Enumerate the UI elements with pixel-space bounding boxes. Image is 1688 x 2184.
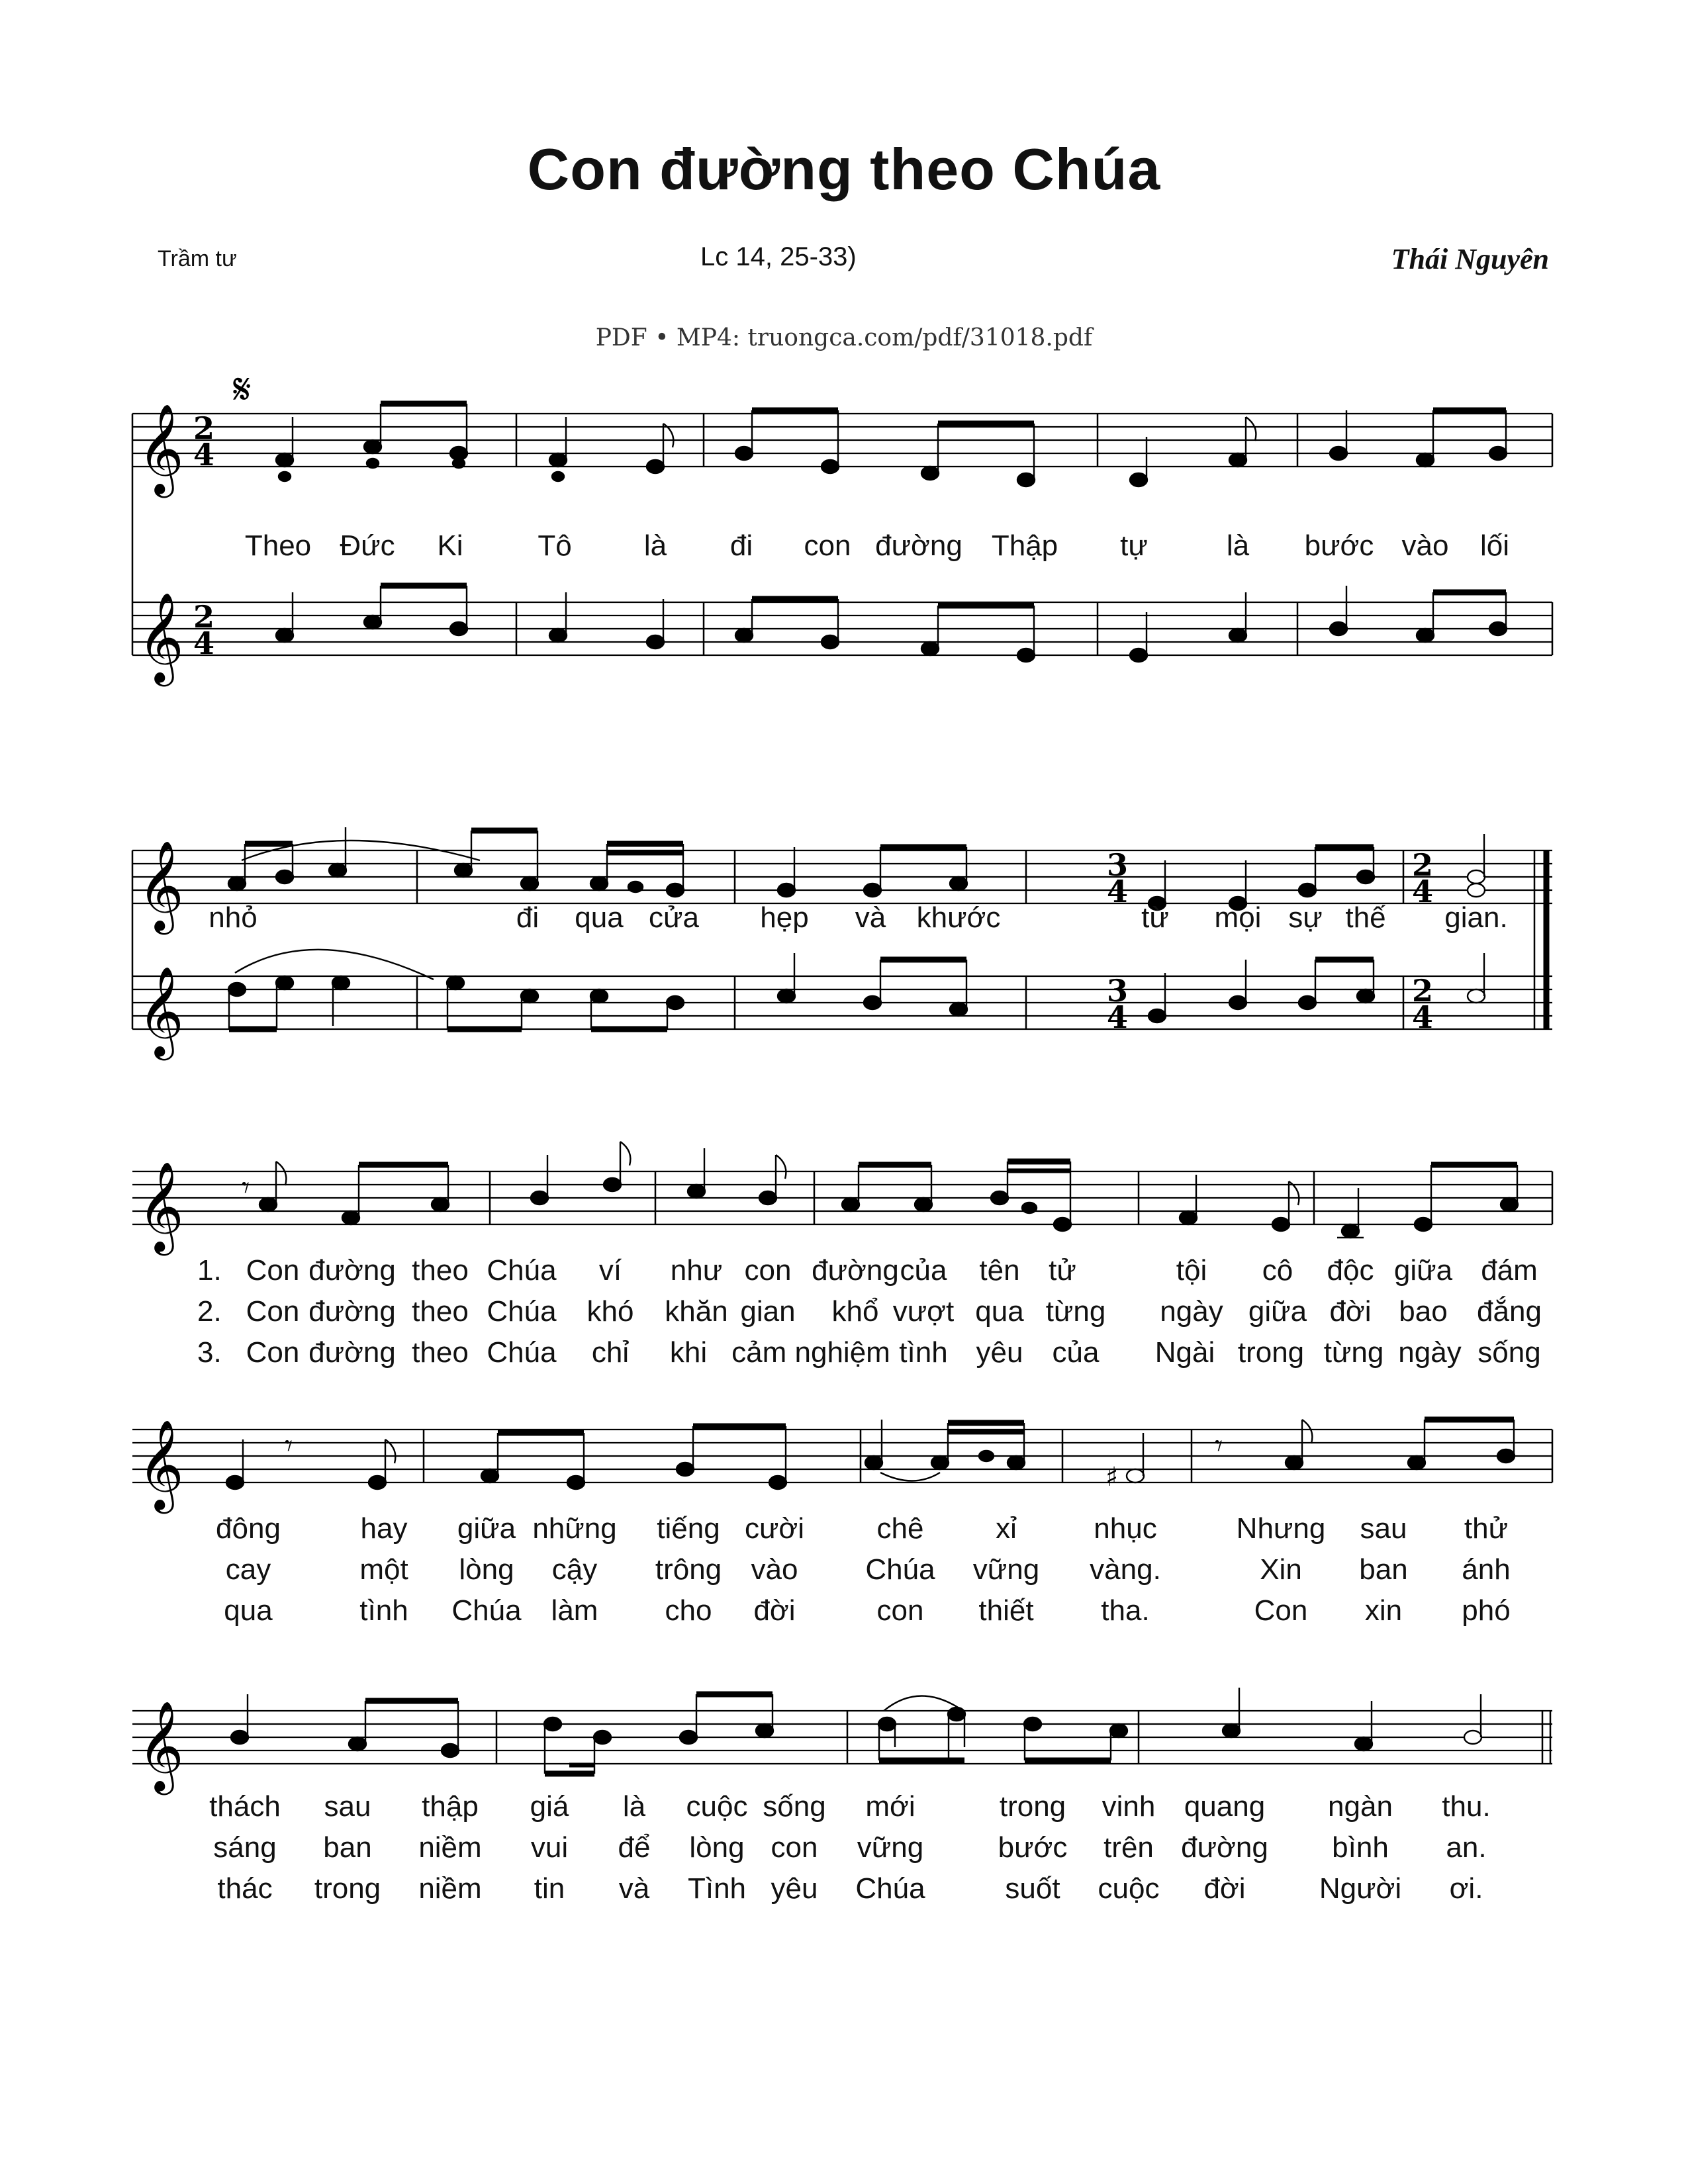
lyric: ngày — [1398, 1336, 1462, 1369]
lyric: khó — [586, 1295, 634, 1328]
lyric: Con — [246, 1336, 300, 1369]
verse2-line-c — [0, 1831, 1688, 1871]
segno-icon: 𝄋 — [233, 365, 252, 414]
svg-text:𝄾: 𝄾 — [1215, 1428, 1223, 1463]
lyric: con — [804, 529, 851, 562]
lyric: cậy — [551, 1553, 598, 1586]
lyric: nhỏ — [209, 901, 258, 934]
song-title: Con đường theo Chúa — [527, 136, 1161, 202]
lyric: Tình — [687, 1872, 747, 1905]
lyric: vững — [857, 1831, 924, 1864]
composer-name: Thái Nguyên — [1391, 243, 1549, 275]
svg-text:𝄾: 𝄾 — [242, 1169, 250, 1205]
lyric: khăn — [665, 1295, 728, 1328]
lyric: xin — [1364, 1594, 1403, 1627]
verse1-line-b — [0, 1512, 1688, 1552]
lyric: của — [1052, 1336, 1100, 1369]
lyric: một — [359, 1553, 408, 1586]
verse-number: 3. — [197, 1336, 222, 1369]
lyric: yêu — [976, 1336, 1023, 1369]
lyric: là — [643, 529, 667, 562]
lyric: cho — [665, 1594, 712, 1627]
lyric: bao — [1399, 1295, 1448, 1328]
svg-text:4: 4 — [193, 437, 215, 473]
verse2-line-b — [0, 1553, 1688, 1593]
lyric: thế — [1345, 901, 1386, 934]
lyric: niềm — [418, 1872, 482, 1905]
lyric: Chúa — [487, 1295, 557, 1328]
lyric: bình — [1332, 1831, 1389, 1864]
lyric: bước — [1304, 529, 1374, 562]
lyric: là — [622, 1790, 646, 1823]
lyric: thác — [217, 1872, 273, 1905]
lyric: như — [670, 1254, 723, 1287]
lyric: Ki — [437, 529, 463, 562]
svg-text:𝄞: 𝄞 — [138, 402, 184, 494]
lyric: chê — [876, 1512, 924, 1545]
lyric: quang — [1184, 1790, 1266, 1823]
verse1-line-a — [0, 1254, 1688, 1294]
lyric: tin — [534, 1872, 565, 1905]
lyric: vào — [751, 1553, 798, 1586]
lyric: cuộc — [1098, 1872, 1160, 1905]
lyric: theo — [412, 1254, 469, 1287]
lyric: sự — [1288, 901, 1323, 934]
lyric: gian. — [1444, 901, 1508, 934]
lyric: những — [532, 1512, 617, 1545]
lyric: Con — [246, 1295, 300, 1328]
lyric: cô — [1262, 1254, 1293, 1287]
lyric: sống — [763, 1790, 826, 1823]
lyric: là — [1226, 529, 1250, 562]
lyric: vinh — [1102, 1790, 1156, 1823]
svg-text:𝄞: 𝄞 — [138, 839, 184, 931]
lyric: sáng — [213, 1831, 277, 1864]
lyric: khước — [916, 901, 1001, 934]
lyric: ngày — [1160, 1295, 1223, 1328]
lyric: đời — [1329, 1295, 1372, 1328]
lyric: đường — [308, 1254, 396, 1287]
lyric: Chúa — [487, 1254, 557, 1287]
svg-text:4: 4 — [193, 625, 215, 661]
lyric: lối — [1479, 529, 1510, 562]
lyric: cay — [225, 1553, 271, 1586]
lyric: con — [744, 1254, 792, 1287]
lyric: hẹp — [760, 901, 809, 934]
lyric: vững — [972, 1553, 1040, 1586]
lyric: đường — [812, 1254, 899, 1287]
lyric: ánh — [1462, 1553, 1511, 1586]
system4-staff — [132, 1430, 1552, 1482]
lyric: tình — [359, 1594, 408, 1627]
lyric: từng — [1045, 1295, 1106, 1328]
lyric: tình — [899, 1336, 948, 1369]
lyric: cuộc — [686, 1790, 748, 1823]
lyric: Theo — [244, 529, 312, 562]
lyric: an. — [1446, 1831, 1487, 1864]
lyric: nhục — [1094, 1512, 1157, 1545]
lyric: đường — [308, 1336, 396, 1369]
lyric: trong — [999, 1790, 1066, 1823]
system1-lyrics — [0, 529, 1688, 569]
lyric: sống — [1477, 1336, 1541, 1369]
lyric: vui — [530, 1831, 569, 1864]
svg-text:𝄾: 𝄾 — [285, 1428, 293, 1463]
verse3-line-b — [0, 1594, 1688, 1634]
lyric: từ — [1141, 901, 1169, 934]
lyric: con — [771, 1831, 818, 1864]
lyric: ơi. — [1449, 1872, 1483, 1905]
lyric: lòng — [689, 1831, 745, 1864]
lyric: Nhưng — [1236, 1512, 1326, 1545]
lyric: lòng — [459, 1553, 514, 1586]
lyric: đi — [729, 529, 753, 562]
svg-text:𝄞: 𝄞 — [138, 591, 184, 682]
lyric: giữa — [1393, 1254, 1453, 1287]
svg-text:2: 2 — [1412, 973, 1434, 1009]
lyric: thu. — [1442, 1790, 1491, 1823]
lyric: khổ — [831, 1295, 879, 1328]
lyric: tha. — [1101, 1594, 1150, 1627]
lyric: thiết — [978, 1594, 1034, 1627]
lyric: qua — [975, 1295, 1024, 1328]
tempo-marking: Trầm tư — [158, 246, 237, 271]
lyric: qua — [575, 901, 624, 934]
svg-text:𝄞: 𝄞 — [138, 1700, 184, 1791]
lyric: đời — [1203, 1872, 1246, 1905]
lyric: để — [618, 1831, 651, 1864]
lyric: theo — [412, 1295, 469, 1328]
lyric: và — [855, 901, 886, 934]
lyric: ban — [1359, 1553, 1408, 1586]
lyric: giữa — [1248, 1295, 1307, 1328]
verse3-line-a — [0, 1336, 1688, 1376]
lyric: tiếng — [657, 1512, 720, 1545]
lyric: trên — [1103, 1831, 1154, 1864]
lyric: của — [900, 1254, 947, 1287]
verse1-line-c — [0, 1790, 1688, 1830]
svg-text:4: 4 — [1412, 874, 1434, 909]
lyric: ban — [323, 1831, 372, 1864]
svg-text:4: 4 — [1412, 999, 1434, 1035]
svg-text:2: 2 — [1412, 847, 1434, 883]
lyric: bước — [998, 1831, 1068, 1864]
lyric: tử — [1049, 1254, 1076, 1287]
scripture-reference: Lc 14, 25-33) — [700, 242, 857, 271]
lyric: Chúa — [451, 1594, 522, 1627]
lyric: đường — [1181, 1831, 1268, 1864]
svg-text:♯: ♯ — [1105, 1462, 1119, 1492]
verse2-line-a — [0, 1295, 1688, 1335]
lyric: khi — [669, 1336, 708, 1369]
lyric: chỉ — [591, 1336, 630, 1369]
lyric: Ngài — [1154, 1336, 1215, 1369]
lyric: tự — [1120, 529, 1148, 562]
lyric: theo — [412, 1336, 469, 1369]
lyric: và — [618, 1872, 650, 1905]
svg-text:4: 4 — [1107, 999, 1129, 1035]
lyric: đông — [216, 1512, 281, 1545]
svg-text:𝄞: 𝄞 — [138, 1418, 184, 1510]
lyric: đường — [875, 529, 962, 562]
lyric: mọi — [1214, 901, 1262, 934]
lyric: độc — [1327, 1254, 1374, 1287]
lyric: tội — [1176, 1254, 1207, 1287]
lyric: giữa — [457, 1512, 516, 1545]
svg-text:𝄞: 𝄞 — [138, 965, 184, 1056]
lyric: Chúa — [487, 1336, 557, 1369]
lyric: vượt — [892, 1295, 955, 1328]
system2-lyrics — [0, 901, 1688, 941]
lyric: qua — [224, 1594, 273, 1627]
svg-text:3: 3 — [1107, 847, 1129, 883]
lyric: đời — [753, 1594, 796, 1627]
lyric: cảm nghiệm — [731, 1336, 890, 1369]
lyric: trông — [655, 1553, 722, 1586]
lyric: trong — [1237, 1336, 1305, 1369]
verse3-line-c — [0, 1872, 1688, 1912]
verse-number: 1. — [197, 1254, 222, 1287]
lyric: thách — [209, 1790, 281, 1823]
svg-text:2: 2 — [193, 599, 215, 635]
lyric: Đức — [340, 529, 395, 562]
lyric: cửa — [649, 901, 699, 934]
lyric: hay — [360, 1512, 408, 1545]
svg-text:3: 3 — [1107, 973, 1129, 1009]
lyric: gian — [740, 1295, 796, 1328]
svg-text:𝄞: 𝄞 — [138, 1160, 184, 1251]
lyric: đám — [1481, 1254, 1538, 1287]
lyric: yêu — [771, 1872, 818, 1905]
lyric: Thập — [991, 529, 1058, 562]
lyric: Tô — [538, 529, 572, 562]
lyric: thử — [1464, 1512, 1509, 1545]
lyric: phó — [1462, 1594, 1511, 1627]
lyric: Người — [1319, 1872, 1402, 1905]
lyric: trong — [314, 1872, 381, 1905]
lyric: suốt — [1005, 1872, 1060, 1905]
lyric: Con — [1254, 1594, 1308, 1627]
lyric: xỉ — [996, 1512, 1017, 1545]
lyric: sau — [1360, 1512, 1407, 1545]
lyric: thập — [422, 1790, 479, 1823]
lyric: tên — [979, 1254, 1020, 1287]
system5-staff — [132, 1711, 1552, 1764]
lyric: đường — [308, 1295, 396, 1328]
lyric: cười — [744, 1512, 805, 1545]
lyric: mới — [865, 1790, 915, 1823]
lyric: đi — [516, 901, 539, 934]
svg-text:4: 4 — [1107, 874, 1129, 909]
time-sig-top: 2 — [193, 410, 215, 446]
lyric: Chúa — [855, 1872, 925, 1905]
lyric: Chúa — [865, 1553, 935, 1586]
lyric: từng — [1323, 1336, 1384, 1369]
lyric: ngàn — [1328, 1790, 1393, 1823]
lyric: niềm — [418, 1831, 482, 1864]
lyric: ví — [598, 1254, 622, 1287]
lyric: sau — [324, 1790, 371, 1823]
source-link[interactable]: PDF • MP4: truongca.com/pdf/31018.pdf — [595, 324, 1093, 351]
lyric: giá — [530, 1790, 569, 1823]
lyric: con — [876, 1594, 924, 1627]
lyric: đắng — [1477, 1295, 1542, 1328]
lyric: làm — [551, 1594, 598, 1627]
verse-number: 2. — [197, 1295, 222, 1328]
lyric: vàng. — [1090, 1553, 1161, 1586]
lyric: Con — [246, 1254, 300, 1287]
lyric: Xin — [1260, 1553, 1302, 1586]
lyric: vào — [1401, 529, 1449, 562]
